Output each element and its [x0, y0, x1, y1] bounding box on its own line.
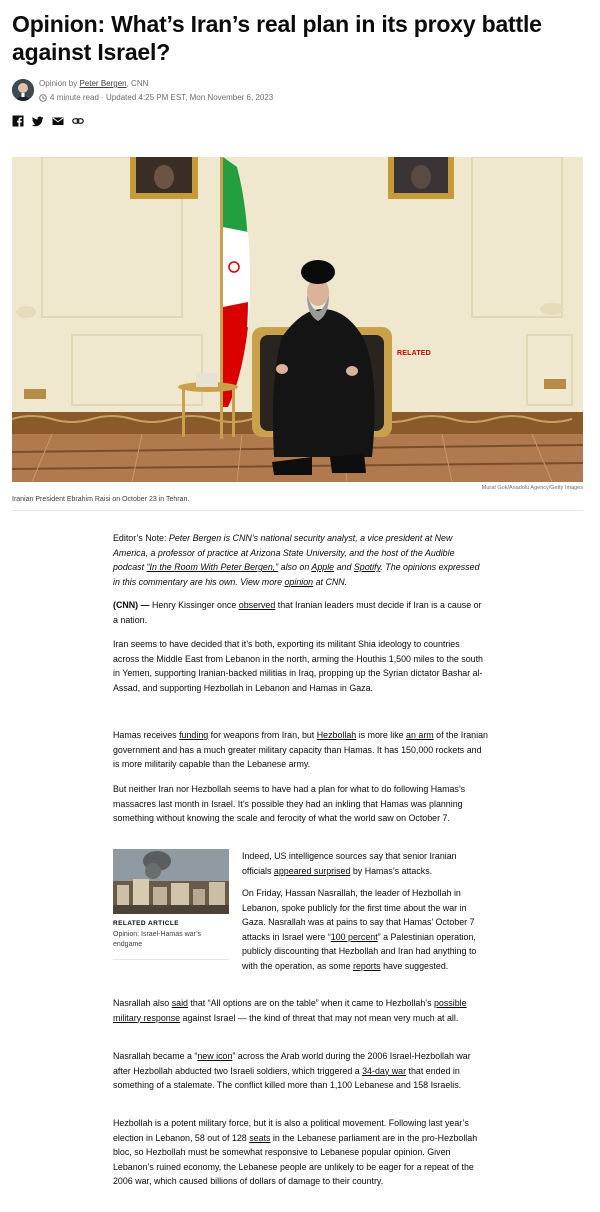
spotify-link[interactable]: Spotify: [353, 562, 381, 572]
byline-text: Opinion by Peter Bergen, CNN: [39, 79, 149, 88]
paragraph: Nasrallah became a “new icon” across the Arab world during the 2006 Israel-Hezbollah war after Hezbollah abducted two Israeli soldiers, which triggered a 34-day war that ended in something of a stalemate. The conflict killed more than 1,100 Lebanese and 158 Israelis.: [113, 1051, 471, 1090]
related-article-title[interactable]: Opinion: Israel-Hamas war’s endgame: [113, 931, 202, 948]
author-link[interactable]: Peter Bergen: [79, 79, 127, 88]
paragraph: On Friday, Hassan Nasrallah, the leader of Hezbollah in Lebanon, spoke publicly for the first time about the war in Gaza. Nasrallah was at pains to say that Hamas’ October 7 attacks in Israel were “100 percent” a Palestinian operation, publicly discounting that Hezbollah and Iran had anything to with the operation, as some reports have suggested.: [242, 888, 477, 971]
twitter-icon[interactable]: [32, 114, 44, 126]
updated-time: Updated 4:25 PM EST, Mon November 6, 2023: [106, 93, 274, 102]
timestamp: 4 minute read · Updated 4:25 PM EST, Mon November 6, 2023: [39, 92, 273, 106]
related-article-label: RELATED ARTICLE: [113, 920, 179, 927]
podcast-link[interactable]: “In the Room With Peter Bergen,”: [146, 562, 279, 572]
reports-link[interactable]: reports: [353, 960, 381, 971]
editors-note: Editor’s Note: Peter Bergen is CNN’s national security analyst, a vice president at New America, a professor of practice at Arizona State University, and the host of the Audible podcast “In the Room With Peter Bergen,” also on Apple and Spotify. The opinions expressed in this commentary are his own. View more opinion at CNN.: [113, 533, 480, 587]
paragraph: But neither Iran nor Hezbollah seems to have had a plan for what to do following Hamas’s massacres last month in Israel. It’s possible they had an inkling that Hamas was planning something without knowing the scale and ferocity of what the world saw on October 7.: [113, 784, 466, 823]
opinion-link[interactable]: opinion: [284, 576, 314, 587]
hero-image[interactable]: [12, 157, 583, 482]
related-article-image[interactable]: [113, 849, 229, 914]
paragraph: Indeed, US intelligence sources say that senior Iranian officials appeared surprised by Hamas’s attacks.: [242, 851, 457, 876]
appeared-surprised-link[interactable]: appeared surprised: [273, 865, 351, 876]
34-day-war-link[interactable]: 34-day war: [362, 1065, 407, 1076]
paragraph: Hamas receives funding for weapons from Iran, but Hezbollah is more like an arm of the Iranian government and has a much greater military capacity than Hamas. It has 150,000 rockets and is more militarily capable than the Lebanese army.: [113, 730, 488, 769]
link-icon[interactable]: [72, 114, 84, 126]
funding-link[interactable]: funding: [179, 730, 209, 740]
seats-link[interactable]: seats: [249, 1132, 271, 1143]
hezbollah-link[interactable]: Hezbollah: [316, 730, 357, 740]
photo-caption: Iranian President Ebrahim Raisi on October 23 in Tehran.: [12, 496, 190, 503]
byline: [12, 78, 572, 106]
hero-related-label: RELATED: [397, 350, 431, 357]
new-icon-link[interactable]: new icon: [197, 1051, 233, 1061]
read-time: 4 minute read: [50, 93, 99, 102]
related-article[interactable]: [113, 849, 229, 961]
paragraph: (CNN) — Henry Kissinger once observed that Iranian leaders must decide if Iran is a cause or a nation.: [113, 600, 482, 625]
paragraph: Iran seems to have decided that it’s both, exporting its militant Shia ideology to countries across the Middle East from Lebanon in the north, arming the Houthis 1,500 miles to the south in Yemen, supporting Iranian-backed militias in Iraq, propping up the Syrian dictator Bashar al-Assad, and supporting Hezbollah in Lebanon and Hamas in Gaza.: [113, 639, 483, 693]
email-icon[interactable]: [52, 114, 64, 126]
clock-icon: [39, 94, 47, 106]
paragraph: Hezbollah is a potent military force, but it is also a political movement. Following last year’s election in Lebanon, 58 out of 128 seats in the Lebanese parliament are in the pro-Hezbollah bloc, so Hezbollah must be somewhat responsive to Lebanese popular opinion. Given Lebanon’s ruined economy, the Lebanese people are unlikely to be eager for a repeat of the 2006 war, which caused billions of dollars of damage to their country.: [113, 1118, 478, 1186]
apple-link[interactable]: Apple: [311, 562, 335, 572]
article-headline: Opinion: What’s Iran’s real plan in its proxy battle against Israel?: [12, 11, 542, 65]
military-response-link[interactable]: possible military response: [113, 998, 467, 1023]
facebook-icon[interactable]: [12, 114, 24, 126]
divider: [113, 959, 229, 960]
100-percent-link[interactable]: 100 percent: [330, 931, 378, 942]
photo-credit: Murat Gok/Anadolu Agency/Getty Images: [481, 485, 583, 491]
said-link[interactable]: said: [171, 998, 188, 1008]
an-arm-link[interactable]: an arm: [406, 730, 434, 740]
paragraph: Nasrallah also said that “All options are on the table” when it came to Hezbollah’s possible military response against Israel — the kind of threat that may not mean very much at all.: [113, 998, 467, 1023]
cnn-dateline: (CNN) —: [113, 600, 152, 610]
divider: [12, 510, 583, 511]
author-avatar[interactable]: [12, 79, 34, 101]
observed-link[interactable]: observed: [238, 600, 276, 610]
